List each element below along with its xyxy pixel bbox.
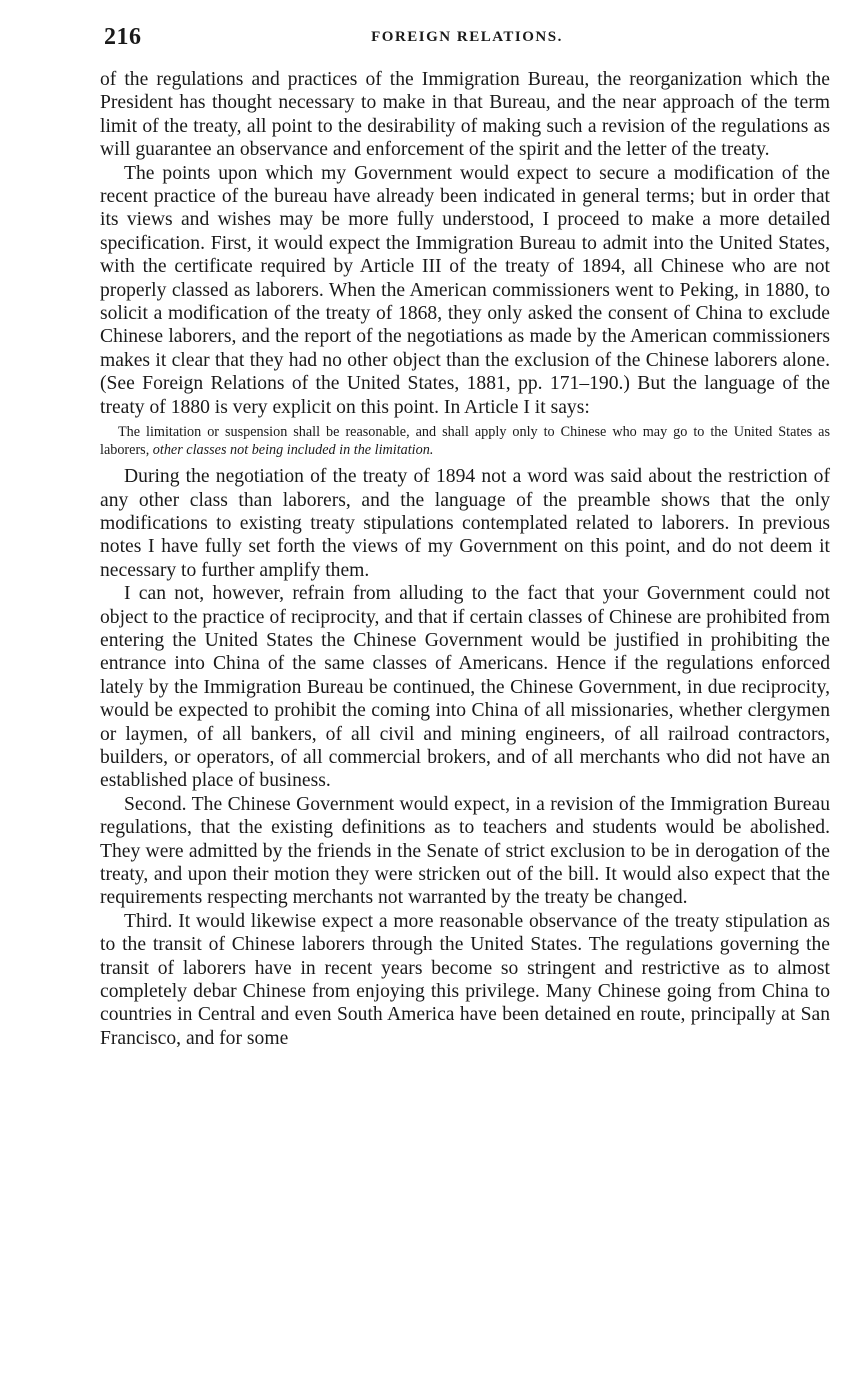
page-header (104, 24, 830, 54)
paragraph-negotiation: During the negotiation of the treaty of 1894 not a word was said about the restriction of any other class than laborers, and the language of the preamble shows that the only modifications to existing treaty stipulations contemplated related to laborers. In previous notes I have fully set forth the views of my Government on this point, and do not deem it necessary to further amplify them. (100, 466, 830, 581)
treaty-quote (100, 423, 830, 459)
paragraph-continuation: of the regulations and practices of the Immigration Bureau, the reorganization which the President has thought necessary to make in that Bureau, and the near approach of the term limit of the treaty, all point to the desirability of making such a revision of the regulations as will guarantee an observance and enforcement of the spirit and the letter of the treaty. (100, 69, 830, 161)
paragraph-second: Second. The Chinese Government would expect, in a revision of the Immigration Bureau regulations, that the existing definitions as to teachers and students would be abolished. They were admitted by the friends in the Senate of strict exclusion to be in derogation of the treaty, and upon their motion they were stricken out of the bill. It would also expect that the requirements respecting merchants not warranted by the treaty be changed. (100, 793, 830, 909)
body-text (100, 68, 830, 1050)
page-number: 216 (104, 24, 142, 50)
treaty-quote-italic: other classes not being included in the limitation. (152, 442, 434, 459)
paragraph-third: Third. It would likewise expect a more reasonable observance of the treaty stipulation as to the transit of Chinese laborers through the United States. The regulations governing the transit of laborers have in recent years become so stringent and restrictive as to almost completely debar Chinese from enjoying this privilege. Many Chinese going from China to countries in Central and even South America have been detained en route, principally at San Francisco, and for some (100, 910, 830, 1049)
paragraph-points: The points upon which my Government would expect to secure a modification of the recent practice of the bureau have already been indicated in general terms; but in order that its views and wishes may be more fully understood, I proceed to make a more detailed specification. First, it would expect the Immigration Bureau to admit into the United States, with the certificate required by Article III of the treaty of 1894, all Chinese who are not properly classed as laborers. When the American commissioners went to Peking, in 1880, to solicit a modification of the treaty of 1868, they only asked the consent of China to exclude Chinese laborers, and the report of the negotiations as made by the American commissioners makes it clear that they had no other object than the exclusion of the Chinese laborers alone. (See Foreign Relations of the United States, 1881, pp. 171–190.) But the language of the treaty of 1880 is very explicit on this point. In Article I it says: (100, 162, 830, 418)
running-title: FOREIGN RELATIONS. (371, 29, 563, 45)
paragraph-reciprocity: I can not, however, refrain from alluding to the fact that your Government could not object to the practice of reciprocity, and that if certain classes of Chinese are prohibited from entering the United States the Chinese Government would be justified in prohibiting the entrance into China of the same classes of Americans. Hence if the regulations enforced lately by the Immigration Bureau be continued, the Chinese Government, in due reciprocity, would be expected to prohibit the coming into China of all missionaries, whether clergymen or laymen, of all bankers, of all civil and mining engineers, of all railroad contractors, builders, or operators, of all commercial brokers, and of all merchants who did not have an established place of business. (100, 583, 830, 792)
treaty-quote-text: The limitation or suspension shall be reasonable, and shall apply only to Chinese who may go to the United States as laborers, (100, 424, 830, 459)
